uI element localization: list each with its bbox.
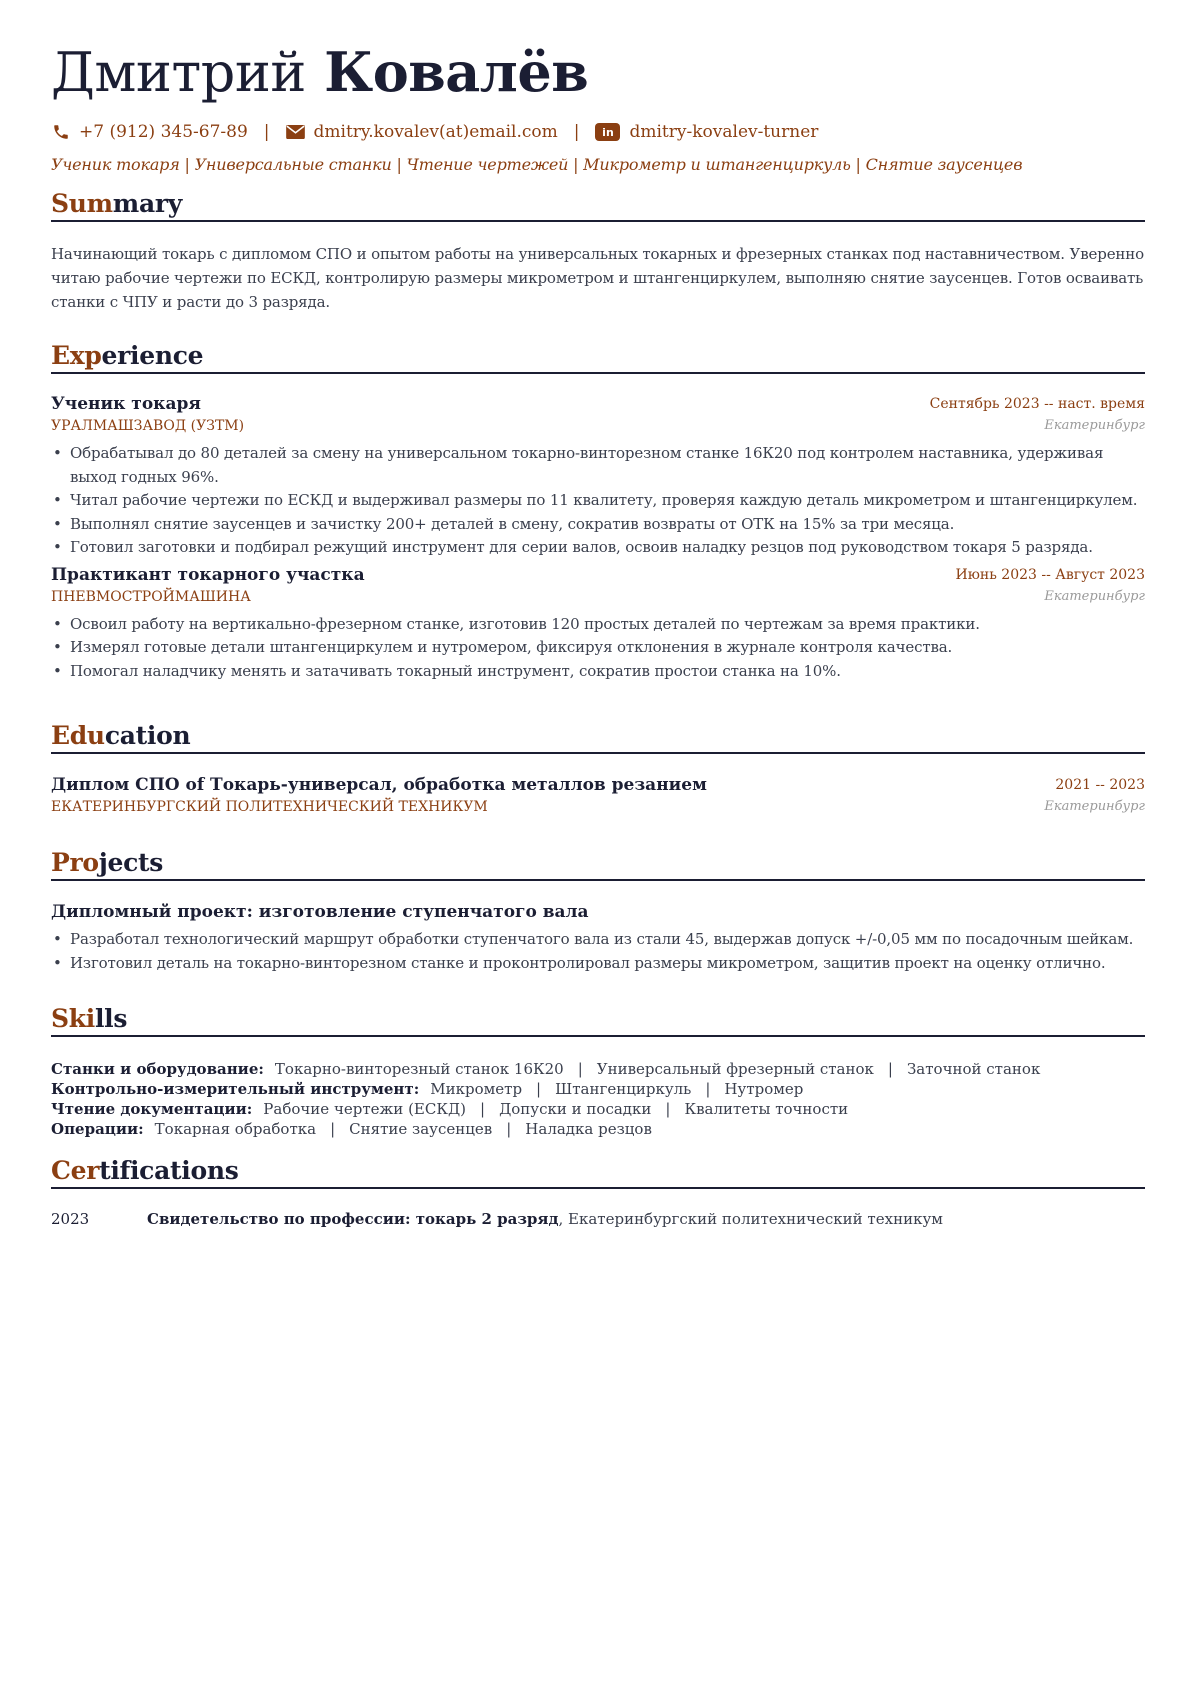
skill-category: Операции: — [51, 1120, 144, 1138]
job-company: ПНЕВМОСТРОЙМАШИНА — [51, 588, 251, 605]
contact-separator: | — [263, 122, 270, 142]
job-location: Екатеринбург — [1044, 588, 1145, 604]
section-header — [51, 186, 1145, 222]
experience-section — [51, 338, 1145, 683]
list-item: • Помогал наладчику менять и затачивать токарный инструмент, сократив простои станка на 10%. — [51, 660, 1145, 684]
contact-line — [51, 119, 1145, 145]
summary-section — [51, 186, 1145, 314]
list-item: • Освоил работу на вертикально-фрезерном станке, изготовив 120 простых деталей по чертежам за время практики. — [51, 613, 1145, 637]
linkedin-icon: in — [595, 123, 620, 141]
skill-item: Штангенциркуль — [555, 1080, 692, 1098]
certifications-section — [51, 1153, 1145, 1234]
skill-item: Снятие заусенцев — [349, 1120, 493, 1138]
certification-issuer: , Екатеринбургский политехнический техникум — [558, 1210, 943, 1228]
skill-row: Чтение документации: Рабочие чертежи (ЕСКД) | Допуски и посадки | Квалитеты точности — [51, 1100, 849, 1118]
section-title: Summary — [51, 189, 182, 218]
list-item: • Разработал технологический маршрут обработки ступенчатого вала из стали 45, выдержав допуск +/-0,05 мм по посадочным шейкам. — [51, 928, 1145, 952]
summary-text: Начинающий токарь с дипломом СПО и опытом работы на универсальных токарных и фрезерных станках под наставничеством. Уверенно читаю рабочие чертежи по ЕСКД, контролирую размеры микрометром и штангенциркулем, выполняю снятие заусенцев. Готов осваивать станки с ЧПУ и расти до 3 разряда. — [51, 245, 1145, 311]
candidate-name — [51, 36, 1145, 109]
list-item: • Читал рабочие чертежи по ЕСКД и выдерживал размеры по 11 квалитету, проверяя каждую деталь микрометром и штангенциркулем. — [51, 489, 1145, 513]
skill-item: Нутромер — [724, 1080, 804, 1098]
headline-tagline: Ученик токаря | Универсальные станки | Чтение чертежей | Микрометр и штангенциркуль | Снятие заусенцев — [51, 155, 1023, 174]
list-item: • Обрабатывал до 80 деталей за смену на универсальном токарно-винторезном станке 16К20 под контролем наставника, удерживая выход годных 96%. — [51, 442, 1145, 489]
job-entry — [51, 394, 1145, 560]
education-section — [51, 718, 1145, 821]
section-header — [51, 718, 1145, 754]
first-name: Дмитрий — [51, 41, 306, 104]
project-title: Дипломный проект: изготовление ступенчатого вала — [51, 902, 589, 922]
list-item: • Выполнял снятие заусенцев и зачистку 200+ деталей в смену, сократив возвраты от ОТК на 15% за три месяца. — [51, 513, 1145, 537]
certification-entry — [51, 1210, 1145, 1234]
skill-item: Токарно-винторезный станок 16К20 — [274, 1060, 564, 1078]
section-title: Certifications — [51, 1156, 239, 1185]
list-item: • Готовил заготовки и подбирал режущий инструмент для серии валов, освоив наладку резцов под руководством токаря 5 разряда. — [51, 536, 1145, 560]
project-bullets — [51, 928, 1145, 975]
job-title: Практикант токарного участка — [51, 564, 365, 585]
skill-item: Микрометр — [430, 1080, 523, 1098]
section-title: Projects — [51, 848, 164, 877]
skill-row: Операции: Токарная обработка | Снятие заусенцев | Наладка резцов — [51, 1120, 652, 1138]
section-title: Skills — [51, 1004, 128, 1033]
section-header — [51, 1001, 1145, 1037]
phone-number[interactable]: +7 (912) 345-67-89 — [79, 122, 248, 142]
skills-section — [51, 1001, 1145, 1139]
project-entry — [51, 902, 1145, 975]
skill-item: Токарная обработка — [154, 1120, 317, 1138]
last-name: Ковалёв — [324, 40, 589, 104]
skill-category: Контрольно-измерительный инструмент: — [51, 1080, 420, 1098]
linkedin-link[interactable]: dmitry-kovalev-turner — [629, 122, 819, 142]
skills-list — [51, 1059, 1145, 1139]
skill-item: Заточной станок — [906, 1060, 1041, 1078]
certification-year: 2023 — [51, 1210, 90, 1228]
skill-item: Наладка резцов — [525, 1120, 652, 1138]
job-bullets — [51, 442, 1145, 560]
job-title: Ученик токаря — [51, 394, 201, 414]
section-header — [51, 1153, 1145, 1189]
job-dates: Сентябрь 2023 -- наст. время — [929, 396, 1145, 412]
phone-icon — [51, 122, 71, 142]
certification-name: Свидетельство по профессии: токарь 2 разряд — [147, 1210, 559, 1228]
job-dates: Июнь 2023 -- Август 2023 — [955, 566, 1145, 583]
job-bullets — [51, 613, 1145, 684]
skill-item: Рабочие чертежи (ЕСКД) — [263, 1100, 467, 1118]
job-company: УРАЛМАШЗАВОД (УЗТМ) — [51, 418, 245, 434]
skill-row: Станки и оборудование: Токарно-винторезный станок 16К20 | Универсальный фрезерный станок | Заточной станок — [51, 1060, 1041, 1078]
envelope-icon — [286, 122, 306, 142]
email-link[interactable]: dmitry.kovalev(at)email.com — [313, 122, 558, 142]
degree-title: Диплом СПО of Токарь-универсал, обработка металлов резанием — [51, 775, 707, 795]
skill-row: Контрольно-измерительный инструмент: Микрометр | Штангенциркуль | Нутромер — [51, 1080, 804, 1098]
contact-separator: | — [573, 122, 580, 142]
school-location: Екатеринбург — [1044, 799, 1145, 814]
skill-category: Станки и оборудование: — [51, 1060, 264, 1078]
section-header — [51, 338, 1145, 374]
school-name: ЕКАТЕРИНБУРГСКИЙ ПОЛИТЕХНИЧЕСКИЙ ТЕХНИКУМ — [51, 799, 488, 815]
job-entry — [51, 565, 1145, 684]
section-title: Education — [51, 721, 191, 750]
list-item: • Измерял готовые детали штангенциркулем и нутромером, фиксируя отклонения в журнале контроля качества. — [51, 636, 1145, 660]
list-item: • Изготовил деталь на токарно-винторезном станке и проконтролировал размеры микрометром, защитив проект на оценку отлично. — [51, 952, 1145, 976]
education-dates: 2021 -- 2023 — [1055, 777, 1145, 793]
projects-section — [51, 845, 1145, 975]
education-entry — [51, 775, 1145, 821]
skill-category: Чтение документации: — [51, 1100, 253, 1118]
section-title: Experience — [51, 341, 204, 370]
skill-item: Допуски и посадки — [499, 1100, 652, 1118]
job-location: Екатеринбург — [1044, 418, 1145, 433]
skill-item: Универсальный фрезерный станок — [596, 1060, 874, 1078]
section-header — [51, 845, 1145, 881]
skill-item: Квалитеты точности — [684, 1100, 849, 1118]
resume-page — [51, 36, 1145, 1228]
